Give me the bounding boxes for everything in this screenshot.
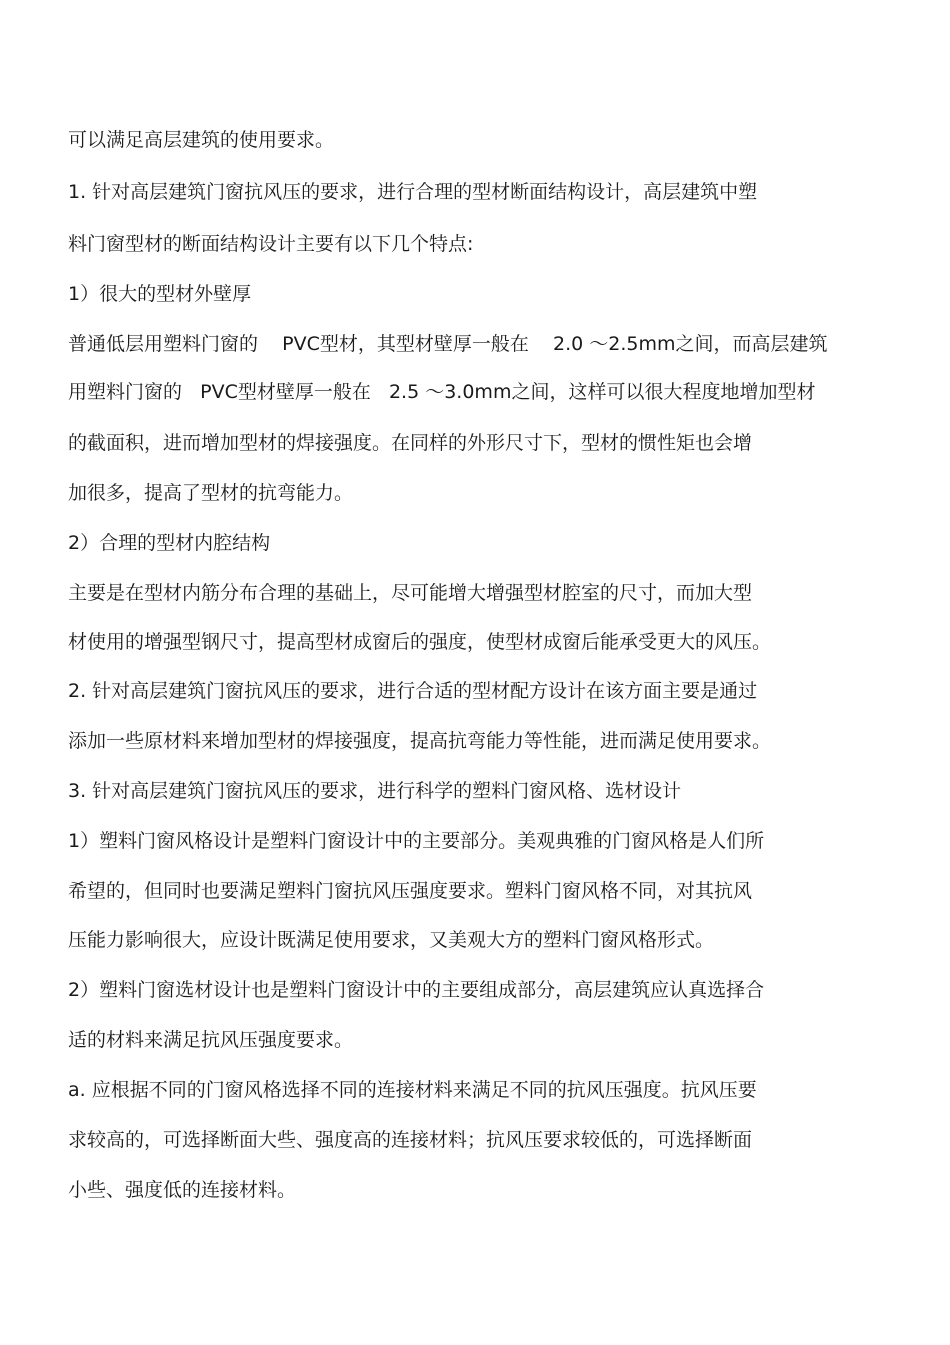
text-line: 求较高的，可选择断面大些、强度高的连接材料；抗风压要求较低的，可选择断面 [68, 1129, 753, 1151]
text-line: 添加一些原材料来增加型材的焊接强度，提高抗弯能力等性能，进而满足使用要求。 [68, 730, 772, 752]
text-line: 1. 针对高层建筑门窗抗风压的要求，进行合理的型材断面结构设计，高层建筑中塑 [68, 181, 758, 203]
text-line: 材使用的增强型钢尺寸，提高型材成窗后的强度，使型材成窗后能承受更大的风压。 [68, 631, 772, 653]
text-line: 2. 针对高层建筑门窗抗风压的要求，进行合适的型材配方设计在该方面主要是通过 [68, 680, 758, 702]
text-line: 1）塑料门窗风格设计是塑料门窗设计中的主要部分。美观典雅的门窗风格是人们所 [68, 830, 765, 852]
text-line: 2）合理的型材内腔结构 [68, 532, 271, 554]
text-line: 3. 针对高层建筑门窗抗风压的要求，进行科学的塑料门窗风格、选材设计 [68, 780, 682, 802]
text-line: a. 应根据不同的门窗风格选择不同的连接材料来满足不同的抗风压强度。抗风压要 [68, 1079, 757, 1101]
text-line: 希望的，但同时也要满足塑料门窗抗风压强度要求。塑料门窗风格不同，对其抗风 [68, 880, 753, 902]
text-line: 主要是在型材内筋分布合理的基础上，尽可能增大增强型材腔室的尺寸，而加大型 [68, 582, 753, 604]
text-line: 普通低层用塑料门窗的 PVC型材，其型材壁厚一般在 2.0 ～2.5mm之间，而高层建筑 [68, 333, 828, 355]
text-line: 用塑料门窗的 PVC型材壁厚一般在 2.5 ～3.0mm之间，这样可以很大程度地增加型材 [68, 381, 816, 403]
text-line: 可以满足高层建筑的使用要求。 [68, 129, 335, 151]
text-line: 的截面积，进而增加型材的焊接强度。在同样的外形尺寸下，型材的惯性矩也会增 [68, 432, 753, 454]
text-line: 1）很大的型材外壁厚 [68, 283, 252, 305]
text-line: 加很多，提高了型材的抗弯能力。 [68, 482, 354, 504]
text-line: 料门窗型材的断面结构设计主要有以下几个特点: [68, 233, 474, 255]
text-line: 2）塑料门窗选材设计也是塑料门窗设计中的主要组成部分，高层建筑应认真选择合 [68, 979, 765, 1001]
text-line: 适的材料来满足抗风压强度要求。 [68, 1029, 354, 1051]
text-line: 小些、强度低的连接材料。 [68, 1179, 297, 1201]
text-line: 压能力影响很大，应设计既满足使用要求，又美观大方的塑料门窗风格形式。 [68, 929, 715, 951]
